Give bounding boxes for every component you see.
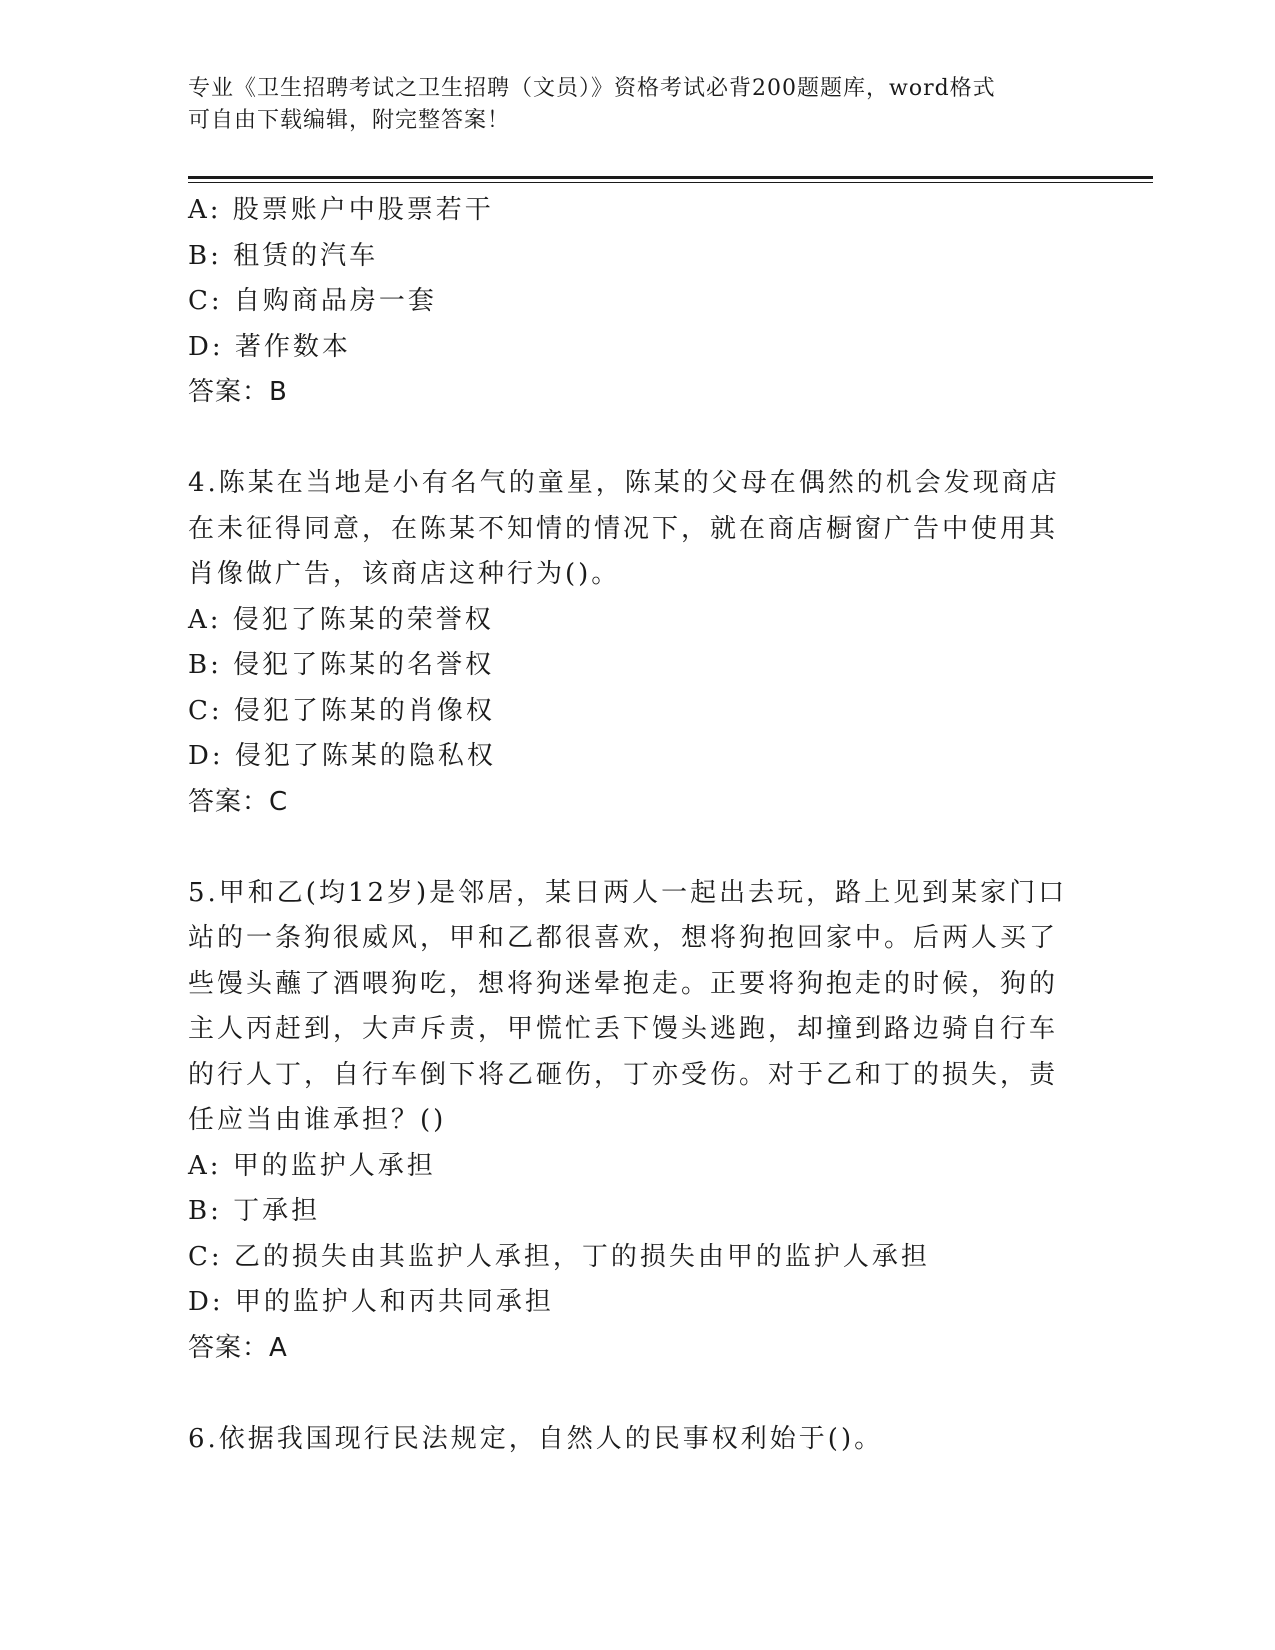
spacer (188, 825, 1088, 871)
option-a: A: 甲的监护人承担 (188, 1150, 436, 1181)
question-6-block (188, 1417, 1088, 1463)
option-a: A: 股票账户中股票若干 (188, 195, 494, 225)
question-stem-line: 4.陈某在当地是小有名气的童星，陈某的父母在偶然的机会发现商店 (188, 468, 1060, 498)
question-5-block (188, 871, 1088, 1372)
option-d: D: 著作数本 (188, 331, 351, 362)
header-divider-thin (188, 182, 1153, 183)
question-stem-line: 在未征得同意，在陈某不知情的情况下，就在商店橱窗广告中使用其 (188, 513, 1059, 544)
question-stem-line: 6.依据我国现行民法规定，自然人的民事权利始于()。 (188, 1423, 884, 1454)
option-b: B: 侵犯了陈某的名誉权 (188, 650, 495, 680)
header-title-line-1: 专业《卫生招聘考试之卫生招聘（文员）》资格考试必背200题题库，word格式 (188, 76, 996, 101)
option-c: C: 自购商品房一套 (188, 286, 437, 316)
header-divider-thick (188, 176, 1153, 179)
question-4-block (188, 461, 1088, 825)
spacer (188, 1371, 1088, 1417)
answer-label: 答案：A (188, 1332, 288, 1363)
question-3-block (188, 188, 1088, 416)
option-b: B: 丁承担 (188, 1196, 321, 1226)
header-title-line-2: 可自由下载编辑，附完整答案！ (188, 108, 511, 133)
question-stem-line: 的行人丁，自行车倒下将乙砸伤，丁亦受伤。对于乙和丁的损失，责 (188, 1059, 1059, 1090)
question-stem-line: 5.甲和乙(均12岁)是邻居，某日两人一起出去玩，路上见到某家门口 (188, 877, 1068, 908)
option-a: A: 侵犯了陈某的荣誉权 (188, 604, 494, 635)
answer-label: 答案：C (188, 786, 289, 817)
question-stem-line: 站的一条狗很威风，甲和乙都很喜欢，想将狗抱回家中。后两人买了 (188, 923, 1059, 953)
spacer (188, 416, 1088, 462)
option-c: C: 乙的损失由其监护人承担，丁的损失由甲的监护人承担 (188, 1241, 930, 1272)
question-stem-line: 主人丙赶到，大声斥责，甲慌忙丢下馒头逃跑，却撞到路边骑自行车 (188, 1014, 1059, 1044)
question-stem-line: 肖像做广告，该商店这种行为()。 (188, 559, 621, 589)
option-b: B: 租赁的汽车 (188, 240, 379, 271)
option-c: C: 侵犯了陈某的肖像权 (188, 695, 495, 726)
option-d: D: 侵犯了陈某的隐私权 (188, 741, 496, 771)
question-stem-line: 些馒头蘸了酒喂狗吃，想将狗迷晕抱走。正要将狗抱走的时候，狗的 (188, 968, 1059, 999)
option-d: D: 甲的监护人和丙共同承担 (188, 1287, 554, 1317)
document-header (188, 73, 1068, 137)
question-content (188, 188, 1088, 1462)
answer-label: 答案：B (188, 377, 288, 407)
question-stem-line: 任应当由谁承担？() (188, 1105, 447, 1135)
